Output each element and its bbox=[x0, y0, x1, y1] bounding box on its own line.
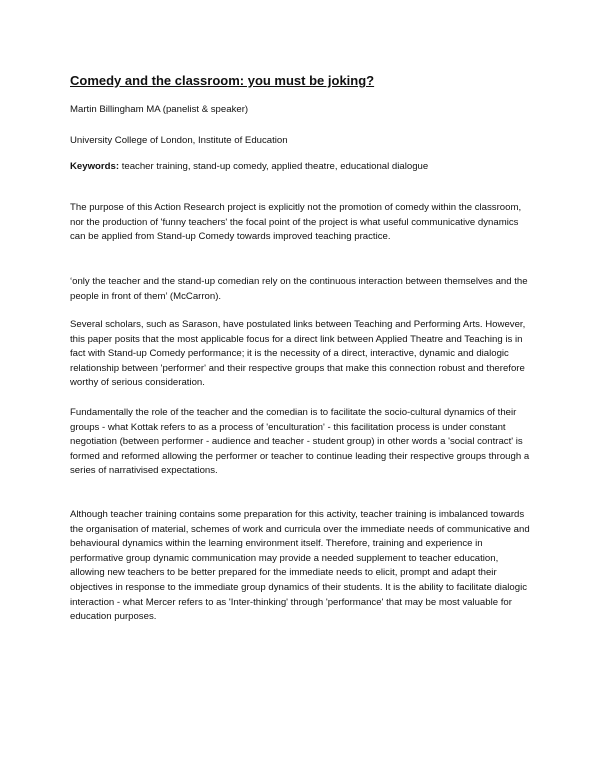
paragraph-quote: ‘only the teacher and the stand-up comedian rely on the continuous interaction between themselves and the people in front of them’ (McCarron). bbox=[70, 276, 528, 302]
keywords-line bbox=[70, 160, 428, 173]
paragraph-purpose: The purpose of this Action Research project is explicitly not the promotion of comedy within the classroom, nor the production of 'funny teachers' the focal point of the project is what useful communicative dynamics can be applied from Stand-up Comedy towards improved teaching practice. bbox=[70, 202, 522, 243]
document-title: Comedy and the classroom: you must be joking? bbox=[70, 73, 375, 88]
paragraph-scholars: Several scholars, such as Sarason, have postulated links between Teaching and Performing Arts. However, this paper posits that the most applicable focus for a direct link between Applied Theatre and Teaching is in fact with Stand-up Comedy performance; it is the necessity of a direct, interactive, dynamic and dialogic relationship between 'performer' and their respective groups that make this connection robust and therefore worthy of serious consideration. bbox=[70, 319, 526, 389]
author-line: Martin Billingham MA (panelist & speaker) bbox=[70, 104, 249, 115]
affiliation-line: University College of London, Institute of Education bbox=[70, 135, 288, 146]
keywords-text: teacher training, stand-up comedy, applied theatre, educational dialogue bbox=[119, 161, 429, 172]
keywords-label: Keywords: bbox=[70, 161, 120, 172]
paragraph-role: Fundamentally the role of the teacher and the comedian is to facilitate the socio-cultural dynamics of their groups - what Kottak refers to as a process of 'enculturation' - this facilitation process is under constant negotiation (between performer - audience and teacher - student group) in other words a 'social contract' is formed and reformed allowing the performer or teacher to continue leading their respective groups through a series of narrativised expectations. bbox=[70, 407, 530, 477]
paragraph-training: Although teacher training contains some preparation for this activity, teacher training is imbalanced towards the organisation of material, schemes of work and curricula over the immediate needs of communicative and behavioural dynamics within the learning environment itself. Therefore, training and experience in performative group dynamic communication may provide a needed supplement to teacher education, allowing new teachers to be better prepared for the immediate needs to elicit, prompt and adapt their objectives in response to the immediate group dynamics of their students. It is the ability to facilitate dialogic interaction - what Mercer refers to as 'Inter-thinking' through 'performance' that may be most valuable for education purposes. bbox=[70, 509, 530, 623]
